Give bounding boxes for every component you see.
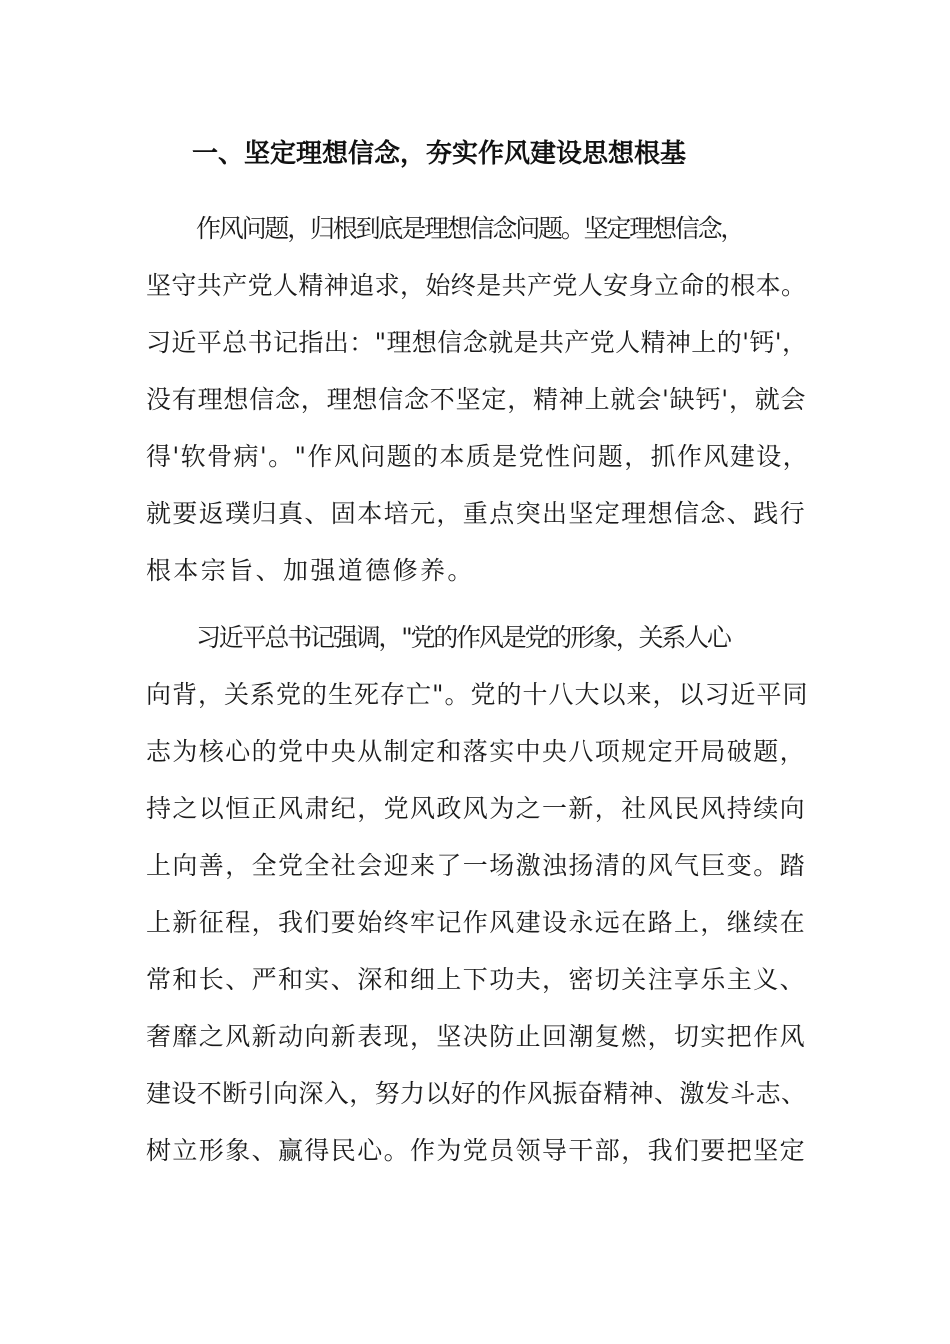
paragraph-2-line: 上新征程，我们要始终牢记作风建设永远在路上，继续在 xyxy=(146,908,807,937)
paragraph-1-line: 没有理想信念，理想信念不坚定，精神上就会'缺钙'，就会 xyxy=(146,385,807,414)
paragraph-2-line: 习近平总书记强调，"党的作风是党的形象，关系人心 xyxy=(196,623,730,652)
paragraph-2-line: 建设不断引向深入，努力以好的作风振奋精神、激发斗志、 xyxy=(146,1079,807,1108)
paragraph-1-line: 得'软骨病'。"作风问题的本质是党性问题，抓作风建设， xyxy=(146,442,810,471)
section-heading: 一、坚定理想信念，夯实作风建设思想根基 xyxy=(192,139,687,169)
paragraph-1-line: 坚守共产党人精神追求，始终是共产党人安身立命的根本。 xyxy=(146,271,807,300)
paragraph-2-line: 树立形象、赢得民心。作为党员领导干部，我们要把坚定 xyxy=(146,1136,807,1165)
paragraph-1-line: 根本宗旨、加强道德修养。 xyxy=(146,556,475,585)
paragraph-1-line: 作风问题，归根到底是理想信念问题。坚定理想信念， xyxy=(196,214,744,243)
paragraph-2-line: 持之以恒正风肃纪，党风政风为之一新，社风民风持续向 xyxy=(146,794,807,823)
paragraph-1-line: 习近平总书记指出："理想信念就是共产党人精神上的'钙'， xyxy=(146,328,808,357)
paragraph-2-line: 常和长、严和实、深和细上下功夫，密切关注享乐主义、 xyxy=(146,965,807,994)
paragraph-2-line: 向背，关系党的生死存亡"。党的十八大以来，以习近平同 xyxy=(146,680,809,709)
paragraph-1-line: 就要返璞归真、固本培元，重点突出坚定理想信念、践行 xyxy=(146,499,807,528)
paragraph-2-line: 上向善，全党全社会迎来了一场激浊扬清的风气巨变。踏 xyxy=(146,851,807,880)
paragraph-2-line: 奢靡之风新动向新表现，坚决防止回潮复燃，切实把作风 xyxy=(146,1022,807,1051)
paragraph-2-line: 志为核心的党中央从制定和落实中央八项规定开局破题， xyxy=(146,737,807,766)
